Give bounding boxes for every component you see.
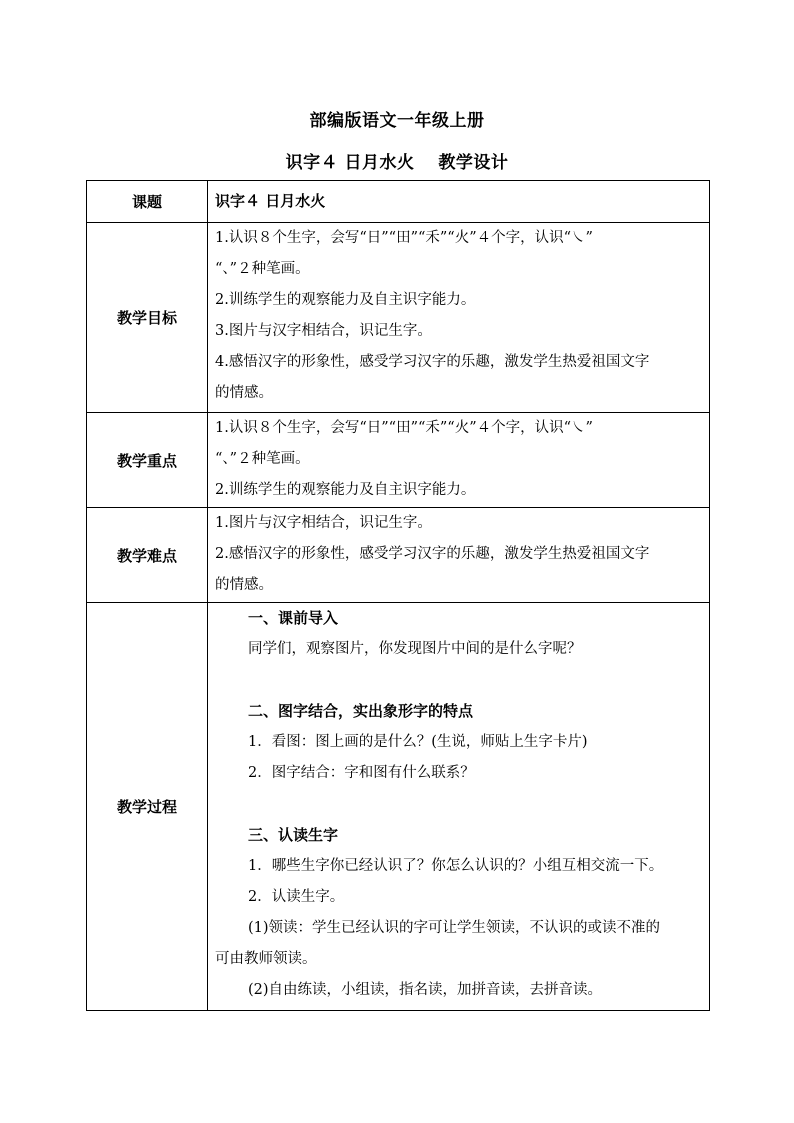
section-heading: 三、认读生字 [248, 826, 339, 844]
goals-line: “、”２种笔画。 [215, 261, 310, 277]
key-points-line: 2.训练学生的观察能力及自主识字能力。 [215, 482, 476, 498]
section-heading: 一、课前导入 [248, 609, 339, 627]
document-subtitle: 识字４ 日月水火 教学设计 [285, 153, 509, 173]
label-difficulties: 教学难点 [87, 508, 208, 603]
lesson-plan-table [86, 180, 710, 1011]
value-key-points [208, 413, 710, 508]
value-process [208, 603, 710, 1011]
section-heading: 二、图字结合，实出象形字的特点 [248, 702, 474, 720]
value-difficulties [208, 508, 710, 603]
key-points-line: “、”２种笔画。 [215, 451, 310, 467]
table-row-difficulties [87, 508, 710, 603]
table-row-process [87, 603, 710, 1011]
section-text: 同学们，观察图片，你发现图片中间的是什么字呢？ [248, 641, 582, 657]
value-goals [208, 223, 710, 413]
goals-line: 的情感。 [215, 385, 273, 401]
blank-line [215, 789, 705, 820]
goals-line: 3.图片与汉字相结合，识记生字。 [215, 323, 432, 339]
document-title: 部编版语文一年级上册 [309, 111, 485, 131]
value-topic [208, 181, 710, 223]
section-item: 2．认读生字。 [248, 889, 345, 905]
difficulties-line: 1.图片与汉字相结合，识记生字。 [215, 515, 432, 531]
section-item: 2．图字结合：字和图有什么联系？ [248, 765, 475, 781]
section-subitem-continued: 可由教师领读。 [215, 951, 317, 967]
blank-line [215, 665, 705, 696]
key-points-line: 1.认识８个生字，会写“日”“田”“禾”“火”４个字，认识“㇏” [215, 420, 593, 436]
goals-line: 1.认识８个生字，会写“日”“田”“禾”“火”４个字，认识“㇏” [215, 230, 593, 246]
section-subitem: (2)自由练读，小组读，指名读，加拼音读，去拼音读。 [248, 982, 603, 998]
label-process: 教学过程 [87, 603, 208, 1011]
goals-line: 2.训练学生的观察能力及自主识字能力。 [215, 292, 476, 308]
section-subitem: (1)领读：学生已经认识的字可让学生领读，不认识的或读不准的 [248, 920, 661, 936]
difficulties-line: 2.感悟汉字的形象性，感受学习汉字的乐趣，激发学生热爱祖国文字 [215, 546, 650, 562]
label-key-points: 教学重点 [87, 413, 208, 508]
table-row-topic [87, 181, 710, 223]
table-row-key-points [87, 413, 710, 508]
section-item: 1．哪些生字你已经认识了？你怎么认识的？小组互相交流一下。 [248, 858, 664, 874]
topic-text: 识字４ 日月水火 [215, 192, 326, 210]
section-item: 1．看图：图上画的是什么？(生说，师贴上生字卡片) [248, 734, 588, 750]
label-topic: 课题 [87, 181, 208, 223]
difficulties-line: 的情感。 [215, 577, 273, 593]
label-goals: 教学目标 [87, 223, 208, 413]
goals-line: 4.感悟汉字的形象性，感受学习汉字的乐趣，激发学生热爱祖国文字 [215, 354, 650, 370]
table-row-goals [87, 223, 710, 413]
